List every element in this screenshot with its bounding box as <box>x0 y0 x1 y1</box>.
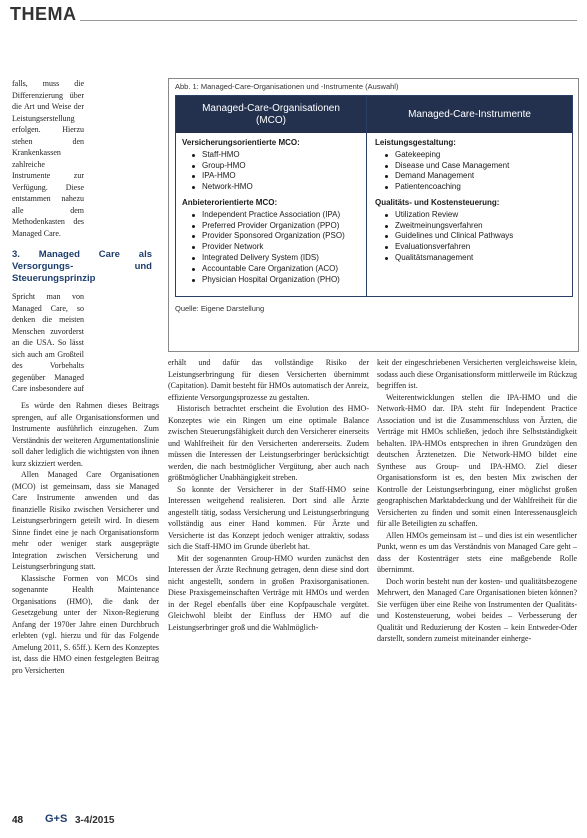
list-item: Disease und Case Management <box>395 161 567 172</box>
paragraph: Spricht man von Managed Care, so denken die meisten Menschen zuvorderst an die USA. So lässt sich auch am Großteil des Vorbehalts gegenüber Managed Care insbesondere auf <box>12 292 84 393</box>
list-item: Network-HMO <box>202 182 364 193</box>
organisations-list <box>182 138 364 285</box>
text-column-left <box>12 78 159 809</box>
issue-number: 3-4/2015 <box>75 815 115 826</box>
group-title: Anbieterorientierte MCO: <box>182 197 278 207</box>
list-item: Staff-HMO <box>202 150 364 161</box>
text-column-middle <box>168 357 369 809</box>
paragraph: erhält und dafür das vollständige Risiko der Leistungserbringung für diesen Versicherten übernimmt (Capitation). Damit besteht für HMOs automatisch der Anreiz, effiziente Versorgungsprozesse zu gestalten. <box>168 358 369 402</box>
paragraph: Doch worin besteht nun der kosten- und qualitätsbezogene Mehrwert, den Managed Care Organisationen bieten können? Sie verfügen über eine Reihe von Instrumenten der Qualitäts- und Kostensteuerung, wobei beides – Verbesserung der Qualität und Reduzierung der Kosten – kein Entweder-Oder darstellt, sondern zumeist miteinander einherge- <box>377 576 577 643</box>
group-title: Leistungsgestaltung: <box>375 138 456 147</box>
figure-table <box>175 95 573 297</box>
list-item: Qualitätsmanagement <box>395 253 567 264</box>
text-column-right <box>377 357 577 809</box>
list-item: IPA-HMO <box>202 171 364 182</box>
column-header-organisations-line2: (MCO) <box>256 114 286 126</box>
list-item: Demand Management <box>395 171 567 182</box>
paragraph: Historisch betrachtet erscheint die Evolution des HMO-Konzeptes wie ein Ringen um eine optimale Balance zwischen Steuerungsfähigkeit durch den Versicherer einerseits und Wahlfreiheit für den Versicherten andererseits. Zudem müssen die Interessen der Leistungserbringer berücksichtigt werden, die nach bestmöglicher Vergütung, aber auch nach größtmöglicher Unabhängigkeit streben. <box>168 404 369 482</box>
column-header-organisations <box>176 96 366 133</box>
list-item: Provider Network <box>202 242 364 253</box>
instruments-list <box>375 138 567 264</box>
list-item: Accountable Care Organization (ACO) <box>202 264 364 275</box>
list-item: Independent Practice Association (IPA) <box>202 210 364 221</box>
list-item: Guidelines und Clinical Pathways <box>395 231 567 242</box>
list-item: Utilization Review <box>395 210 567 221</box>
paragraph: Mit der sogenannten Group-HMO wurden zunächst den Interessen der Ärzte Rechnung getragen, denn diese sind dort nicht angestellt, sondern in großen Praxisorganisationen. Diese Praxisgemeinschaften Verträge mit HMOs und werden in der Regel ebenfalls über eine Kopfpauschale vergütet. Gleichwohl bleibt der Einfluss der HMO auf die Leistungserbringer groß und die Wahlmöglich- <box>168 553 369 632</box>
header-rule <box>80 20 577 21</box>
section-header: THEMA <box>10 4 77 24</box>
group-title: Qualitäts- und Kostensteuerung: <box>375 197 500 207</box>
journal-logo: G+S <box>45 813 68 825</box>
paragraph: Es würde den Rahmen dieses Beitrags sprengen, auf alle Organisationsformen und Instrumente ausführlich einzugehen. Zum Verständnis der weiteren Argumentationslinie soll daher lediglich die wichtigsten von ihnen kurz skizziert werden. <box>12 401 159 468</box>
group-title: Versicherungsorientierte MCO: <box>182 138 300 147</box>
page-number: 48 <box>12 815 24 826</box>
figure-source: Quelle: Eigene Darstellung <box>175 304 265 313</box>
list-item: Physician Hospital Organization (PHO) <box>202 275 364 286</box>
list-item: Zweitmeinungsverfahren <box>395 221 567 232</box>
column-header-organisations-line1: Managed-Care-Organisationen <box>202 102 340 114</box>
column-divider <box>366 96 367 296</box>
list-item: Group-HMO <box>202 161 364 172</box>
paragraph: So konnte der Versicherer in der Staff-HMO seine Interessen weitgehend realisieren. Dort sind alle Ärzte angestellt tätig, sodass Versicherung und Leistungserbringung vollständig aus einer Hand kommen. Für Ärzte und Versicherte ist das Konzept jedoch weniger attraktiv, sodass sich die Staff-HMO im Grunde überlebt hat. <box>168 484 369 551</box>
paragraph: Allen Managed Care Organisationen (MCO) ist gemeinsam, dass sie Managed Care Instrumente anwenden und das finanzielle Risiko zwischen Versicherer und Leistungserbringern geteilt wird. In diesem Sinne findet eine je nach Organisationsform mehr oder weniger stark ausgeprägte Integration zwischen Versicherung und Leistungserbringung statt. <box>12 470 159 571</box>
list-item: Provider Sponsored Organization (PSO) <box>202 231 364 242</box>
intro-paragraph: falls, muss die Differenzierung über die Art und Weise der Leistungserstellung erfolgen. Hierzu stehen den Krankenkassen zahlreiche Instrumente zur Verfügung. Diese entstammen nahezu alle dem Methodenkasten des Managed Care. <box>12 79 84 238</box>
paragraph: keit der eingeschriebenen Versicherten vergleichsweise klein, sodass auch diese Organisationsform mittlerweile im Rückzug begriffen ist. <box>377 358 577 390</box>
column-header-instruments: Managed-Care-Instrumente <box>367 96 572 133</box>
section-heading: 3. Managed Care als Versorgungs- und Steuerungsprinzip <box>12 249 152 284</box>
list-item: Integrated Delivery System (IDS) <box>202 253 364 264</box>
paragraph: Weiterentwicklungen stellen die IPA-HMO und die Network-HMO dar. IPA steht für Independent Practice Association und ist die Zusammenschluss von Ärzten, die Verträge mit HMOs schließen, jedoch ihre Selbstständigkeit behalten. IPA-HMOs entsprechen in ihren Grundzügen den deutschen Ärztenetzen. Die Network-HMO bildet eine Synthese aus Group- und IPA-HMO. Ziel dieser Organisationsform ist es, den besten Mix zwischen der Kontrolle der Leistungserbringung, einer möglichst großen geographischen Marktabdeckung und der Wahlfreiheit für die Versicherten zu finden und somit einen Interessenausgleich für alle Beteiligten zu schaffen. <box>377 392 577 528</box>
paragraph: Klassische Formen von MCOs sind sogenannte Health Maintenance Organisations (HMO), die dank der Gesetzgebung unter der Nixon-Regierung Anfang der 1970er Jahre einen Durchbruch erlebten (vgl. hierzu und für das Folgende Amelung 2011, S. 65ff.). Kern des Konzeptes ist, dass die HMO einen festgelegten Beitrag pro Versicherten <box>12 573 159 675</box>
list-item: Preferred Provider Organization (PPO) <box>202 221 364 232</box>
paragraph: Allen HMOs gemeinsam ist – und dies ist ein wesentlicher Punkt, wenn es um das Verständnis von Managed Care geht – dass der Kostenträger stets eine maßgebende Rolle übernimmt. <box>377 530 577 574</box>
list-item: Patientencoaching <box>395 182 567 193</box>
list-item: Evaluationsverfahren <box>395 242 567 253</box>
figure-caption: Abb. 1: Managed-Care-Organisationen und -Instrumente (Auswahl) <box>175 82 399 91</box>
figure-box <box>168 78 579 352</box>
list-item: Gatekeeping <box>395 150 567 161</box>
